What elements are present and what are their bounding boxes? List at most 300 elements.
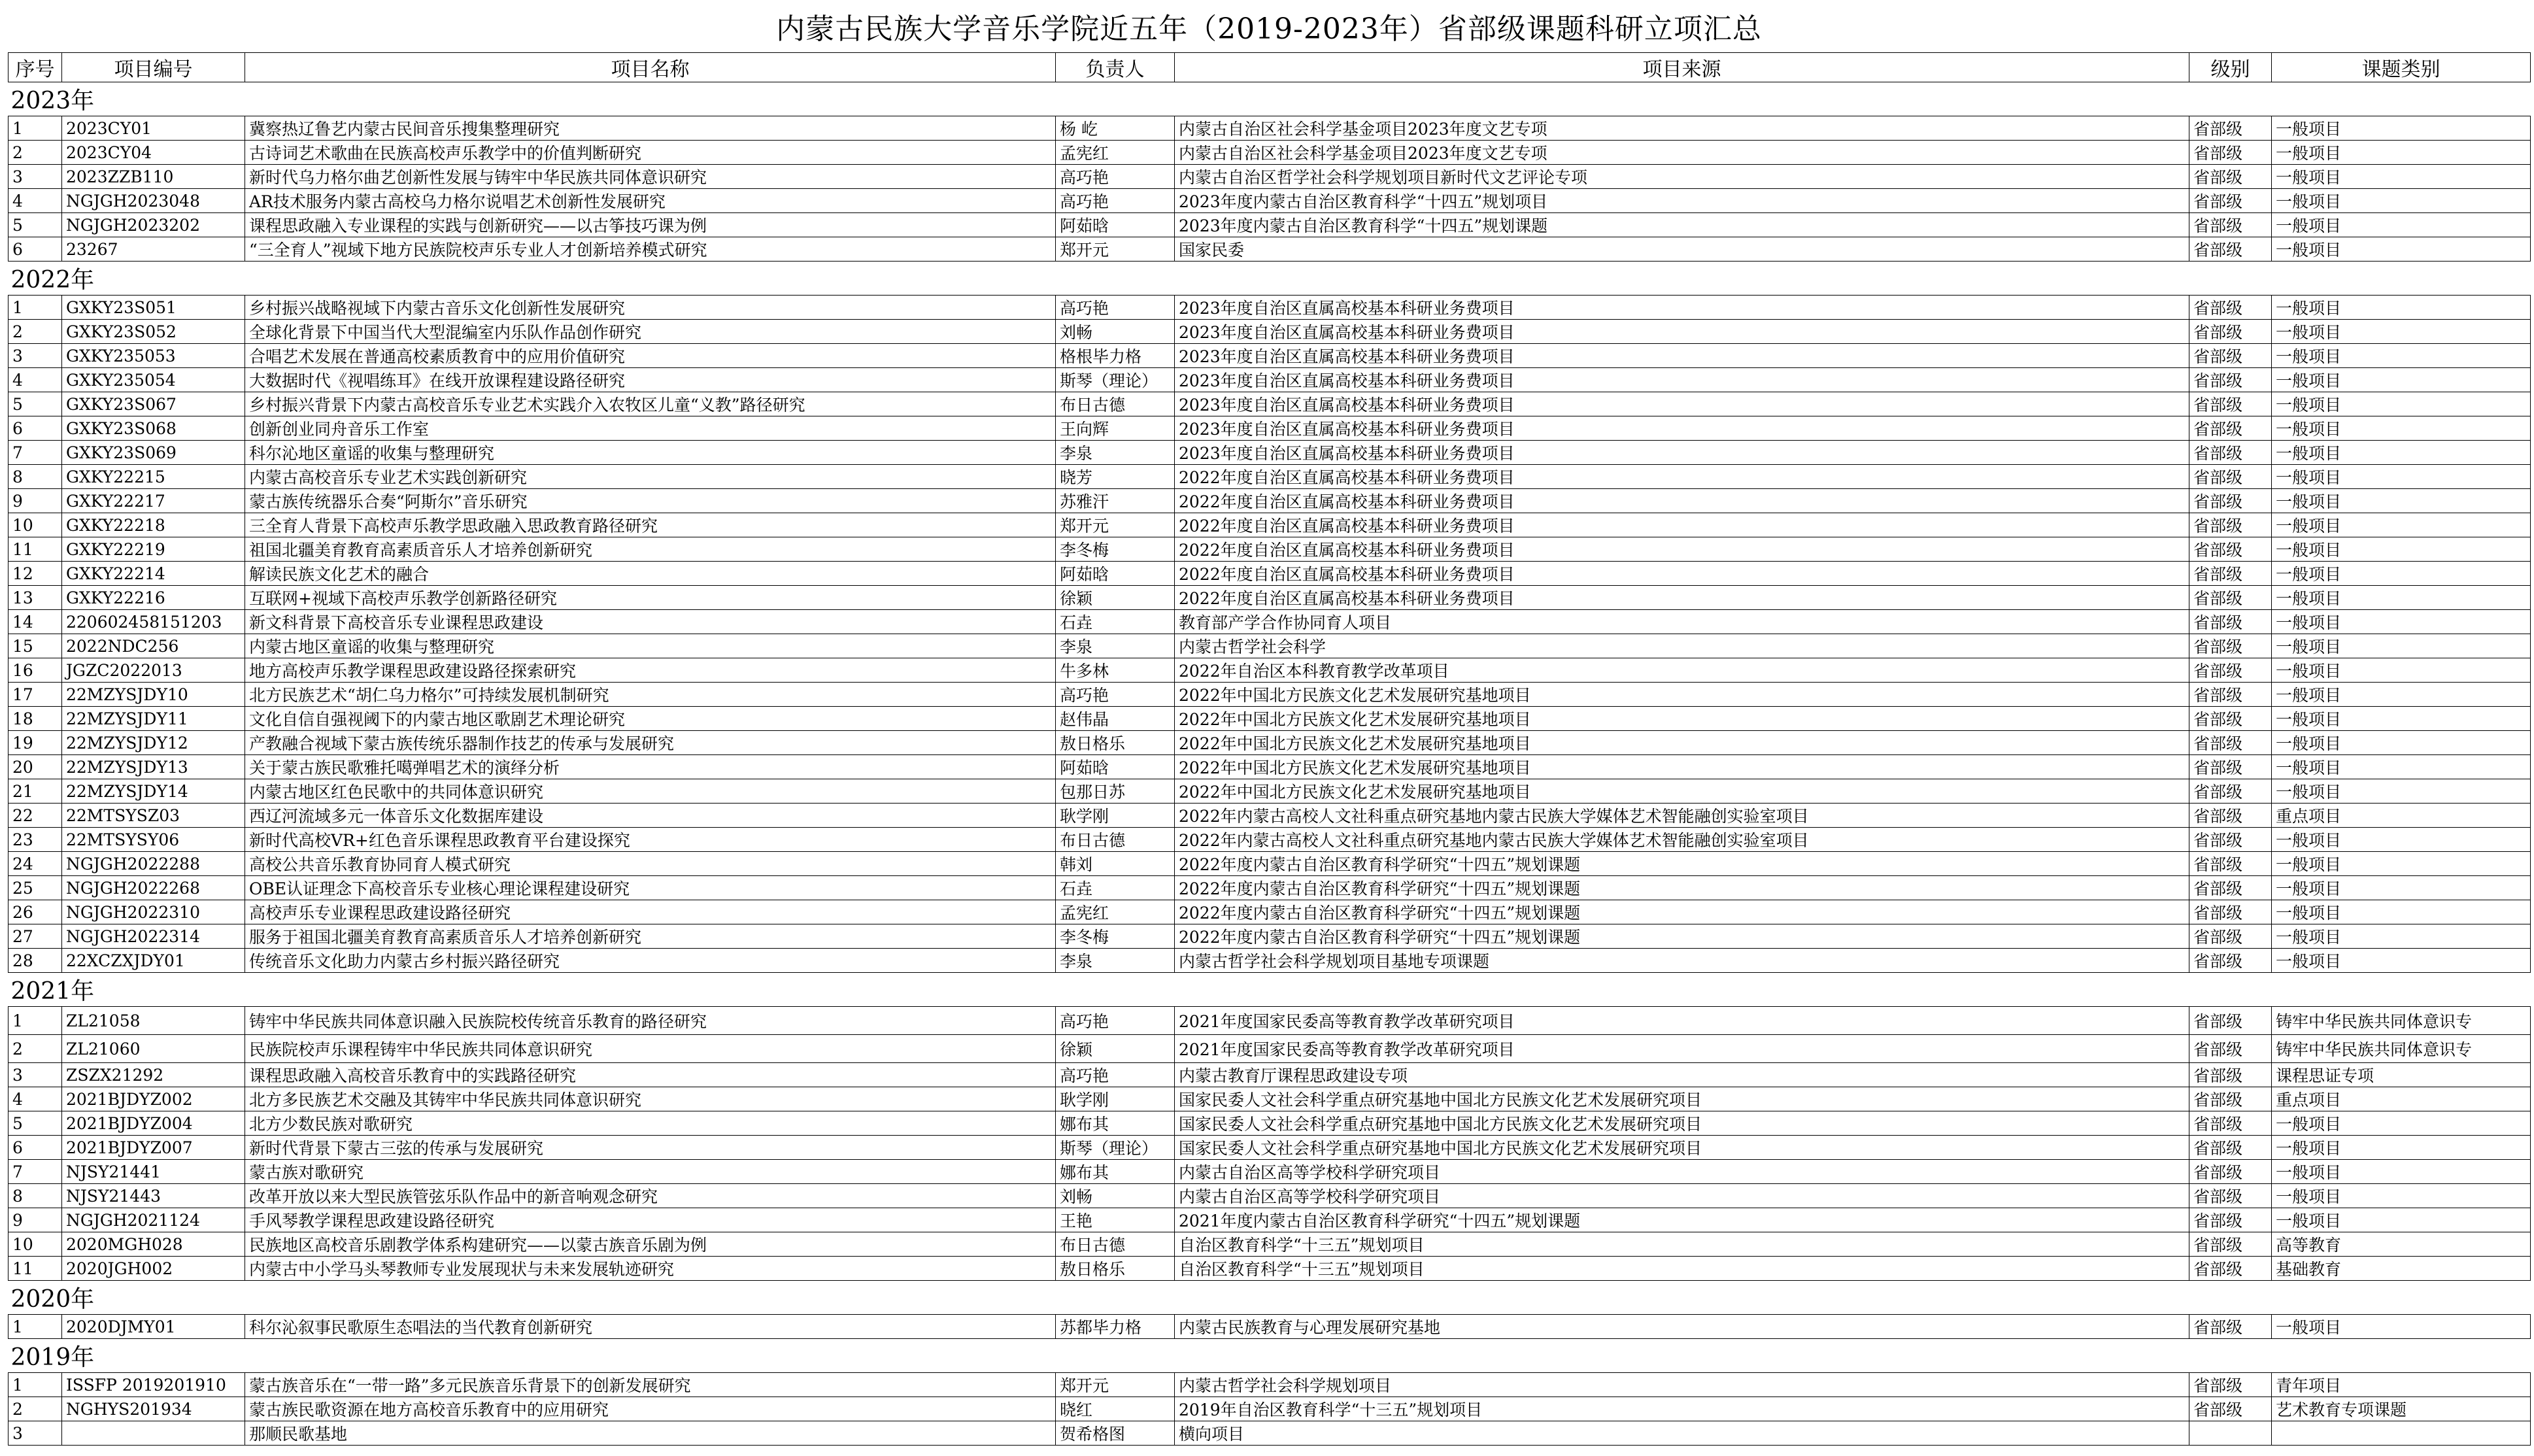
cell-level[interactable]: 省部级: [2189, 1136, 2272, 1160]
cell-project-code[interactable]: 22MZYSJDY14: [62, 779, 245, 804]
cell-project-code[interactable]: 2023ZZB110: [62, 165, 245, 189]
cell-project-name[interactable]: “三全育人”视域下地方民族院校声乐专业人才创新培养模式研究: [245, 237, 1056, 262]
cell-leader[interactable]: 牛多林: [1056, 658, 1175, 683]
cell-project-name[interactable]: 合唱艺术发展在普通高校素质教育中的应用价值研究: [245, 344, 1056, 368]
cell-project-code[interactable]: NJSY21441: [62, 1160, 245, 1184]
cell-category[interactable]: 一般项目: [2272, 924, 2531, 949]
cell-leader[interactable]: 王艳: [1056, 1208, 1175, 1232]
cell-level[interactable]: 省部级: [2189, 610, 2272, 634]
cell-level[interactable]: 省部级: [2189, 441, 2272, 465]
cell-category[interactable]: 铸牢中华民族共同体意识专: [2272, 1007, 2531, 1035]
cell-project-code[interactable]: [62, 1421, 245, 1446]
cell-category[interactable]: [2272, 1421, 2531, 1446]
cell-project-code[interactable]: 2021BJDYZ002: [62, 1087, 245, 1111]
cell-project-name[interactable]: 内蒙古中小学马头琴教师专业发展现状与未来发展轨迹研究: [245, 1257, 1056, 1281]
cell-index[interactable]: 25: [8, 876, 62, 900]
cell-level[interactable]: 省部级: [2189, 828, 2272, 852]
cell-category[interactable]: 重点项目: [2272, 804, 2531, 828]
cell-leader[interactable]: 苏雅汗: [1056, 489, 1175, 513]
cell-category[interactable]: 一般项目: [2272, 900, 2531, 924]
cell-leader[interactable]: 苏都毕力格: [1056, 1315, 1175, 1339]
cell-project-code[interactable]: NGHYS201934: [62, 1397, 245, 1421]
cell-source[interactable]: 自治区教育科学“十三五”规划项目: [1175, 1232, 2189, 1257]
cell-level[interactable]: 省部级: [2189, 731, 2272, 755]
cell-source[interactable]: 2021年度国家民委高等教育教学改革研究项目: [1175, 1007, 2189, 1035]
cell-level[interactable]: 省部级: [2189, 1315, 2272, 1339]
cell-category[interactable]: 重点项目: [2272, 1087, 2531, 1111]
cell-project-name[interactable]: 祖国北疆美育教育高素质音乐人才培养创新研究: [245, 537, 1056, 562]
cell-project-code[interactable]: 2021BJDYZ007: [62, 1136, 245, 1160]
cell-index[interactable]: 22: [8, 804, 62, 828]
cell-source[interactable]: 国家民委: [1175, 237, 2189, 262]
cell-level[interactable]: 省部级: [2189, 755, 2272, 779]
cell-category[interactable]: 一般项目: [2272, 755, 2531, 779]
cell-project-name[interactable]: 内蒙古高校音乐专业艺术实践创新研究: [245, 465, 1056, 489]
cell-level[interactable]: 省部级: [2189, 1160, 2272, 1184]
cell-category[interactable]: 基础教育: [2272, 1257, 2531, 1281]
cell-project-code[interactable]: 22MZYSJDY10: [62, 683, 245, 707]
cell-source[interactable]: 2022年中国北方民族文化艺术发展研究基地项目: [1175, 731, 2189, 755]
cell-project-name[interactable]: 高校声乐专业课程思政建设路径研究: [245, 900, 1056, 924]
cell-leader[interactable]: 石垚: [1056, 876, 1175, 900]
cell-category[interactable]: 一般项目: [2272, 562, 2531, 586]
cell-project-code[interactable]: 2020MGH028: [62, 1232, 245, 1257]
cell-project-code[interactable]: NGJGH2021124: [62, 1208, 245, 1232]
cell-category[interactable]: 一般项目: [2272, 707, 2531, 731]
year-label[interactable]: 2019年: [8, 1339, 2531, 1373]
cell-level[interactable]: 省部级: [2189, 344, 2272, 368]
cell-leader[interactable]: 李泉: [1056, 441, 1175, 465]
cell-project-code[interactable]: NGJGH2022310: [62, 900, 245, 924]
cell-level[interactable]: 省部级: [2189, 562, 2272, 586]
cell-source[interactable]: 2022年中国北方民族文化艺术发展研究基地项目: [1175, 707, 2189, 731]
cell-leader[interactable]: 石垚: [1056, 610, 1175, 634]
cell-project-name[interactable]: 蒙古族民歌资源在地方高校音乐教育中的应用研究: [245, 1397, 1056, 1421]
cell-index[interactable]: 3: [8, 344, 62, 368]
cell-index[interactable]: 7: [8, 441, 62, 465]
cell-project-code[interactable]: NGJGH2023048: [62, 189, 245, 213]
cell-project-code[interactable]: GXKY23S067: [62, 392, 245, 416]
cell-index[interactable]: 6: [8, 416, 62, 441]
cell-category[interactable]: 一般项目: [2272, 344, 2531, 368]
cell-project-name[interactable]: 互联网+视域下高校声乐教学创新路径研究: [245, 586, 1056, 610]
cell-leader[interactable]: 敖日格乐: [1056, 1257, 1175, 1281]
cell-level[interactable]: 省部级: [2189, 924, 2272, 949]
cell-project-name[interactable]: 新时代背景下蒙古三弦的传承与发展研究: [245, 1136, 1056, 1160]
cell-leader[interactable]: 高巧艳: [1056, 165, 1175, 189]
cell-project-code[interactable]: ISSFP 2019201910: [62, 1373, 245, 1397]
cell-category[interactable]: 一般项目: [2272, 165, 2531, 189]
cell-source[interactable]: 教育部产学合作协同育人项目: [1175, 610, 2189, 634]
cell-level[interactable]: 省部级: [2189, 1063, 2272, 1087]
cell-leader[interactable]: 布日古德: [1056, 828, 1175, 852]
cell-index[interactable]: 15: [8, 634, 62, 658]
header-category[interactable]: 课题类别: [2272, 53, 2531, 82]
year-label[interactable]: 2020年: [8, 1281, 2531, 1315]
cell-index[interactable]: 4: [8, 189, 62, 213]
cell-index[interactable]: 11: [8, 1257, 62, 1281]
cell-index[interactable]: 3: [8, 1063, 62, 1087]
cell-source[interactable]: 2022年度自治区直属高校基本科研业务费项目: [1175, 537, 2189, 562]
cell-category[interactable]: 一般项目: [2272, 537, 2531, 562]
cell-leader[interactable]: 阿茹晗: [1056, 755, 1175, 779]
cell-project-code[interactable]: 2020DJMY01: [62, 1315, 245, 1339]
cell-leader[interactable]: 李冬梅: [1056, 924, 1175, 949]
cell-level[interactable]: 省部级: [2189, 658, 2272, 683]
cell-category[interactable]: 铸牢中华民族共同体意识专: [2272, 1035, 2531, 1063]
cell-source[interactable]: 横向项目: [1175, 1421, 2189, 1446]
cell-category[interactable]: 一般项目: [2272, 189, 2531, 213]
cell-source[interactable]: 2023年度自治区直属高校基本科研业务费项目: [1175, 392, 2189, 416]
cell-leader[interactable]: 斯琴（理论）: [1056, 368, 1175, 392]
cell-project-name[interactable]: 乡村振兴战略视域下内蒙古音乐文化创新性发展研究: [245, 296, 1056, 320]
cell-leader[interactable]: 郑开元: [1056, 237, 1175, 262]
cell-level[interactable]: 省部级: [2189, 1397, 2272, 1421]
cell-project-code[interactable]: GXKY22215: [62, 465, 245, 489]
cell-level[interactable]: 省部级: [2189, 852, 2272, 876]
cell-leader[interactable]: 高巧艳: [1056, 1007, 1175, 1035]
cell-level[interactable]: 省部级: [2189, 1035, 2272, 1063]
cell-source[interactable]: 2022年度自治区直属高校基本科研业务费项目: [1175, 489, 2189, 513]
cell-project-code[interactable]: GXKY23S069: [62, 441, 245, 465]
cell-category[interactable]: 一般项目: [2272, 1208, 2531, 1232]
cell-source[interactable]: 国家民委人文社会科学重点研究基地中国北方民族文化艺术发展研究项目: [1175, 1087, 2189, 1111]
cell-source[interactable]: 内蒙古哲学社会科学规划项目基地专项课题: [1175, 949, 2189, 973]
cell-source[interactable]: 2023年度自治区直属高校基本科研业务费项目: [1175, 344, 2189, 368]
cell-leader[interactable]: 李冬梅: [1056, 537, 1175, 562]
cell-category[interactable]: 课程思证专项: [2272, 1063, 2531, 1087]
cell-project-name[interactable]: 民族地区高校音乐剧教学体系构建研究——以蒙古族音乐剧为例: [245, 1232, 1056, 1257]
cell-source[interactable]: 2022年内蒙古高校人文社科重点研究基地内蒙古民族大学媒体艺术智能融创实验室项目: [1175, 828, 2189, 852]
cell-source[interactable]: 2019年自治区教育科学“十三五”规划项目: [1175, 1397, 2189, 1421]
cell-category[interactable]: 高等教育: [2272, 1232, 2531, 1257]
cell-source[interactable]: 2022年度自治区直属高校基本科研业务费项目: [1175, 562, 2189, 586]
cell-leader[interactable]: 娜布其: [1056, 1160, 1175, 1184]
cell-level[interactable]: 省部级: [2189, 465, 2272, 489]
cell-project-code[interactable]: GXKY22214: [62, 562, 245, 586]
cell-project-code[interactable]: 2023CY04: [62, 141, 245, 165]
cell-index[interactable]: 16: [8, 658, 62, 683]
cell-level[interactable]: 省部级: [2189, 1087, 2272, 1111]
cell-project-code[interactable]: 22XCZXJDY01: [62, 949, 245, 973]
cell-level[interactable]: 省部级: [2189, 189, 2272, 213]
header-project-code[interactable]: 项目编号: [62, 53, 245, 82]
cell-source[interactable]: 内蒙古哲学社会科学: [1175, 634, 2189, 658]
cell-source[interactable]: 国家民委人文社会科学重点研究基地中国北方民族文化艺术发展研究项目: [1175, 1111, 2189, 1136]
cell-index[interactable]: 1: [8, 1373, 62, 1397]
cell-project-name[interactable]: 全球化背景下中国当代大型混编室内乐队作品创作研究: [245, 320, 1056, 344]
year-label[interactable]: 2022年: [8, 262, 2531, 296]
cell-project-name[interactable]: 新时代乌力格尔曲艺创新性发展与铸牢中华民族共同体意识研究: [245, 165, 1056, 189]
cell-leader[interactable]: 刘畅: [1056, 1184, 1175, 1208]
cell-project-name[interactable]: 民族院校声乐课程铸牢中华民族共同体意识研究: [245, 1035, 1056, 1063]
cell-project-code[interactable]: NGJGH2023202: [62, 213, 245, 237]
cell-level[interactable]: 省部级: [2189, 1208, 2272, 1232]
year-label[interactable]: 2021年: [8, 973, 2531, 1007]
cell-project-code[interactable]: 22MTSYSZ03: [62, 804, 245, 828]
cell-category[interactable]: 一般项目: [2272, 658, 2531, 683]
cell-category[interactable]: 一般项目: [2272, 828, 2531, 852]
cell-index[interactable]: 14: [8, 610, 62, 634]
cell-project-name[interactable]: 关于蒙古族民歌雅托噶弹唱艺术的演绎分析: [245, 755, 1056, 779]
cell-index[interactable]: 8: [8, 1184, 62, 1208]
cell-leader[interactable]: 李泉: [1056, 634, 1175, 658]
cell-project-name[interactable]: 文化自信自强视阈下的内蒙古地区歌剧艺术理论研究: [245, 707, 1056, 731]
cell-project-code[interactable]: 2022NDC256: [62, 634, 245, 658]
cell-project-name[interactable]: 蒙古族对歌研究: [245, 1160, 1056, 1184]
cell-project-name[interactable]: 高校公共音乐教育协同育人模式研究: [245, 852, 1056, 876]
cell-project-code[interactable]: ZL21058: [62, 1007, 245, 1035]
cell-index[interactable]: 9: [8, 1208, 62, 1232]
cell-source[interactable]: 2021年度内蒙古自治区教育科学研究“十四五”规划课题: [1175, 1208, 2189, 1232]
cell-project-code[interactable]: NJSY21443: [62, 1184, 245, 1208]
cell-level[interactable]: 省部级: [2189, 368, 2272, 392]
cell-category[interactable]: 一般项目: [2272, 634, 2531, 658]
cell-project-name[interactable]: 创新创业同舟音乐工作室: [245, 416, 1056, 441]
cell-leader[interactable]: 高巧艳: [1056, 296, 1175, 320]
cell-level[interactable]: 省部级: [2189, 537, 2272, 562]
cell-level[interactable]: 省部级: [2189, 213, 2272, 237]
cell-index[interactable]: 19: [8, 731, 62, 755]
cell-category[interactable]: 一般项目: [2272, 465, 2531, 489]
cell-leader[interactable]: 郑开元: [1056, 1373, 1175, 1397]
cell-project-name[interactable]: 服务于祖国北疆美育教育高素质音乐人才培养创新研究: [245, 924, 1056, 949]
cell-leader[interactable]: 格根毕力格: [1056, 344, 1175, 368]
cell-index[interactable]: 2: [8, 1397, 62, 1421]
cell-source[interactable]: 内蒙古自治区高等学校科学研究项目: [1175, 1184, 2189, 1208]
cell-source[interactable]: 2022年度内蒙古自治区教育科学研究“十四五”规划课题: [1175, 900, 2189, 924]
cell-project-code[interactable]: 22MZYSJDY12: [62, 731, 245, 755]
cell-source[interactable]: 2023年度自治区直属高校基本科研业务费项目: [1175, 416, 2189, 441]
cell-category[interactable]: 一般项目: [2272, 368, 2531, 392]
cell-index[interactable]: 23: [8, 828, 62, 852]
cell-project-code[interactable]: 23267: [62, 237, 245, 262]
cell-category[interactable]: 一般项目: [2272, 586, 2531, 610]
cell-leader[interactable]: 孟宪红: [1056, 141, 1175, 165]
cell-project-code[interactable]: NGJGH2022288: [62, 852, 245, 876]
cell-level[interactable]: 省部级: [2189, 1111, 2272, 1136]
cell-source[interactable]: 2023年度自治区直属高校基本科研业务费项目: [1175, 441, 2189, 465]
cell-leader[interactable]: 王向辉: [1056, 416, 1175, 441]
header-source[interactable]: 项目来源: [1175, 53, 2189, 82]
cell-index[interactable]: 6: [8, 237, 62, 262]
cell-index[interactable]: 1: [8, 1007, 62, 1035]
cell-source[interactable]: 内蒙古民族教育与心理发展研究基地: [1175, 1315, 2189, 1339]
cell-source[interactable]: 2022年中国北方民族文化艺术发展研究基地项目: [1175, 755, 2189, 779]
cell-leader[interactable]: 郑开元: [1056, 513, 1175, 537]
cell-category[interactable]: 一般项目: [2272, 213, 2531, 237]
cell-project-name[interactable]: 新文科背景下高校音乐专业课程思政建设: [245, 610, 1056, 634]
cell-source[interactable]: 2022年度自治区直属高校基本科研业务费项目: [1175, 513, 2189, 537]
cell-project-code[interactable]: GXKY23S052: [62, 320, 245, 344]
cell-project-name[interactable]: 冀察热辽鲁艺内蒙古民间音乐搜集整理研究: [245, 116, 1056, 141]
cell-leader[interactable]: 贺希格图: [1056, 1421, 1175, 1446]
cell-index[interactable]: 5: [8, 213, 62, 237]
cell-project-name[interactable]: 铸牢中华民族共同体意识融入民族院校传统音乐教育的路径研究: [245, 1007, 1056, 1035]
cell-project-name[interactable]: 大数据时代《视唱练耳》在线开放课程建设路径研究: [245, 368, 1056, 392]
header-index[interactable]: 序号: [8, 53, 62, 82]
cell-source[interactable]: 2023年度内蒙古自治区教育科学“十四五”规划项目: [1175, 189, 2189, 213]
cell-project-code[interactable]: 2023CY01: [62, 116, 245, 141]
cell-category[interactable]: 一般项目: [2272, 296, 2531, 320]
cell-project-name[interactable]: 蒙古族音乐在“一带一路”多元民族音乐背景下的创新发展研究: [245, 1373, 1056, 1397]
cell-project-name[interactable]: 内蒙古地区红色民歌中的共同体意识研究: [245, 779, 1056, 804]
year-label[interactable]: 2023年: [8, 82, 2531, 116]
cell-project-name[interactable]: 产教融合视域下蒙古族传统乐器制作技艺的传承与发展研究: [245, 731, 1056, 755]
cell-level[interactable]: 省部级: [2189, 141, 2272, 165]
header-level[interactable]: 级别: [2189, 53, 2272, 82]
cell-index[interactable]: 8: [8, 465, 62, 489]
cell-project-name[interactable]: 地方高校声乐教学课程思政建设路径探索研究: [245, 658, 1056, 683]
cell-source[interactable]: 2023年度自治区直属高校基本科研业务费项目: [1175, 296, 2189, 320]
cell-project-name[interactable]: AR技术服务内蒙古高校乌力格尔说唱艺术创新性发展研究: [245, 189, 1056, 213]
cell-project-code[interactable]: JGZC2022013: [62, 658, 245, 683]
cell-leader[interactable]: 高巧艳: [1056, 683, 1175, 707]
cell-project-code[interactable]: 22MTSYSY06: [62, 828, 245, 852]
cell-level[interactable]: 省部级: [2189, 392, 2272, 416]
cell-leader[interactable]: 包那日苏: [1056, 779, 1175, 804]
cell-category[interactable]: 一般项目: [2272, 141, 2531, 165]
cell-source[interactable]: 2023年度自治区直属高校基本科研业务费项目: [1175, 368, 2189, 392]
cell-source[interactable]: 2021年度国家民委高等教育教学改革研究项目: [1175, 1035, 2189, 1063]
cell-index[interactable]: 24: [8, 852, 62, 876]
cell-project-code[interactable]: NGJGH2022314: [62, 924, 245, 949]
cell-project-code[interactable]: GXKY22219: [62, 537, 245, 562]
cell-project-code[interactable]: GXKY235054: [62, 368, 245, 392]
cell-source[interactable]: 国家民委人文社会科学重点研究基地中国北方民族文化艺术发展研究项目: [1175, 1136, 2189, 1160]
cell-index[interactable]: 9: [8, 489, 62, 513]
cell-index[interactable]: 21: [8, 779, 62, 804]
cell-index[interactable]: 10: [8, 1232, 62, 1257]
cell-category[interactable]: 一般项目: [2272, 852, 2531, 876]
cell-source[interactable]: 内蒙古教育厅课程思政建设专项: [1175, 1063, 2189, 1087]
cell-index[interactable]: 2: [8, 141, 62, 165]
cell-level[interactable]: 省部级: [2189, 237, 2272, 262]
cell-source[interactable]: 内蒙古自治区高等学校科学研究项目: [1175, 1160, 2189, 1184]
cell-level[interactable]: 省部级: [2189, 949, 2272, 973]
cell-index[interactable]: 3: [8, 165, 62, 189]
cell-project-name[interactable]: 三全育人背景下高校声乐教学思政融入思政教育路径研究: [245, 513, 1056, 537]
cell-level[interactable]: 省部级: [2189, 634, 2272, 658]
cell-level[interactable]: 省部级: [2189, 804, 2272, 828]
cell-leader[interactable]: 孟宪红: [1056, 900, 1175, 924]
cell-leader[interactable]: 高巧艳: [1056, 189, 1175, 213]
cell-category[interactable]: 一般项目: [2272, 610, 2531, 634]
cell-category[interactable]: 一般项目: [2272, 683, 2531, 707]
cell-category[interactable]: 一般项目: [2272, 1184, 2531, 1208]
cell-project-code[interactable]: 2020JGH002: [62, 1257, 245, 1281]
cell-project-name[interactable]: 传统音乐文化助力内蒙古乡村振兴路径研究: [245, 949, 1056, 973]
cell-index[interactable]: 7: [8, 1160, 62, 1184]
cell-source[interactable]: 内蒙古自治区社会科学基金项目2023年度文艺专项: [1175, 116, 2189, 141]
cell-category[interactable]: 一般项目: [2272, 513, 2531, 537]
cell-index[interactable]: 20: [8, 755, 62, 779]
cell-project-code[interactable]: GXKY22218: [62, 513, 245, 537]
cell-category[interactable]: 一般项目: [2272, 416, 2531, 441]
cell-category[interactable]: 青年项目: [2272, 1373, 2531, 1397]
cell-level[interactable]: 省部级: [2189, 779, 2272, 804]
cell-level[interactable]: 省部级: [2189, 489, 2272, 513]
cell-project-code[interactable]: GXKY22217: [62, 489, 245, 513]
cell-index[interactable]: 28: [8, 949, 62, 973]
cell-level[interactable]: 省部级: [2189, 1232, 2272, 1257]
cell-index[interactable]: 1: [8, 296, 62, 320]
cell-level[interactable]: 省部级: [2189, 1007, 2272, 1035]
cell-project-name[interactable]: OBE认证理念下高校音乐专业核心理论课程建设研究: [245, 876, 1056, 900]
cell-leader[interactable]: 布日古德: [1056, 392, 1175, 416]
cell-source[interactable]: 2023年度自治区直属高校基本科研业务费项目: [1175, 320, 2189, 344]
cell-index[interactable]: 6: [8, 1136, 62, 1160]
cell-index[interactable]: 5: [8, 1111, 62, 1136]
cell-level[interactable]: 省部级: [2189, 900, 2272, 924]
cell-index[interactable]: 4: [8, 368, 62, 392]
cell-project-code[interactable]: GXKY23S068: [62, 416, 245, 441]
cell-category[interactable]: 艺术教育专项课题: [2272, 1397, 2531, 1421]
cell-leader[interactable]: 布日古德: [1056, 1232, 1175, 1257]
cell-source[interactable]: 2022年中国北方民族文化艺术发展研究基地项目: [1175, 779, 2189, 804]
cell-level[interactable]: 省部级: [2189, 683, 2272, 707]
cell-leader[interactable]: 晓芳: [1056, 465, 1175, 489]
cell-level[interactable]: 省部级: [2189, 296, 2272, 320]
cell-index[interactable]: 18: [8, 707, 62, 731]
cell-project-name[interactable]: 乡村振兴背景下内蒙古高校音乐专业艺术实践介入农牧区儿童“义教”路径研究: [245, 392, 1056, 416]
cell-index[interactable]: 12: [8, 562, 62, 586]
cell-project-name[interactable]: 科尔沁叙事民歌原生态唱法的当代教育创新研究: [245, 1315, 1056, 1339]
cell-index[interactable]: 11: [8, 537, 62, 562]
cell-level[interactable]: 省部级: [2189, 707, 2272, 731]
cell-source[interactable]: 2022年度自治区直属高校基本科研业务费项目: [1175, 465, 2189, 489]
cell-index[interactable]: 1: [8, 1315, 62, 1339]
cell-index[interactable]: 4: [8, 1087, 62, 1111]
cell-project-name[interactable]: 改革开放以来大型民族管弦乐队作品中的新音响观念研究: [245, 1184, 1056, 1208]
cell-category[interactable]: 一般项目: [2272, 489, 2531, 513]
cell-index[interactable]: 10: [8, 513, 62, 537]
cell-leader[interactable]: 敖日格乐: [1056, 731, 1175, 755]
cell-source[interactable]: 2022年中国北方民族文化艺术发展研究基地项目: [1175, 683, 2189, 707]
cell-level[interactable]: 省部级: [2189, 1184, 2272, 1208]
cell-level[interactable]: 省部级: [2189, 1373, 2272, 1397]
cell-project-name[interactable]: 手风琴教学课程思政建设路径研究: [245, 1208, 1056, 1232]
cell-category[interactable]: 一般项目: [2272, 1111, 2531, 1136]
cell-index[interactable]: 2: [8, 1035, 62, 1063]
cell-category[interactable]: 一般项目: [2272, 1160, 2531, 1184]
cell-level[interactable]: [2189, 1421, 2272, 1446]
cell-project-name[interactable]: 北方多民族艺术交融及其铸牢中华民族共同体意识研究: [245, 1087, 1056, 1111]
cell-category[interactable]: 一般项目: [2272, 731, 2531, 755]
cell-index[interactable]: 2: [8, 320, 62, 344]
cell-index[interactable]: 17: [8, 683, 62, 707]
cell-project-code[interactable]: 2021BJDYZ004: [62, 1111, 245, 1136]
cell-leader[interactable]: 晓红: [1056, 1397, 1175, 1421]
cell-source[interactable]: 内蒙古自治区社会科学基金项目2023年度文艺专项: [1175, 141, 2189, 165]
cell-project-code[interactable]: 22MZYSJDY11: [62, 707, 245, 731]
cell-source[interactable]: 2022年内蒙古高校人文社科重点研究基地内蒙古民族大学媒体艺术智能融创实验室项目: [1175, 804, 2189, 828]
cell-level[interactable]: 省部级: [2189, 876, 2272, 900]
cell-project-name[interactable]: 西辽河流域多元一体音乐文化数据库建设: [245, 804, 1056, 828]
cell-leader[interactable]: 斯琴（理论）: [1056, 1136, 1175, 1160]
cell-index[interactable]: 26: [8, 900, 62, 924]
cell-category[interactable]: 一般项目: [2272, 779, 2531, 804]
cell-project-name[interactable]: 新时代高校VR+红色音乐课程思政教育平台建设探究: [245, 828, 1056, 852]
cell-level[interactable]: 省部级: [2189, 320, 2272, 344]
cell-category[interactable]: 一般项目: [2272, 1136, 2531, 1160]
cell-index[interactable]: 27: [8, 924, 62, 949]
header-project-name[interactable]: 项目名称: [245, 53, 1056, 82]
cell-category[interactable]: 一般项目: [2272, 116, 2531, 141]
cell-project-name[interactable]: 蒙古族传统器乐合奏“阿斯尔”音乐研究: [245, 489, 1056, 513]
cell-source[interactable]: 内蒙古自治区哲学社会科学规划项目新时代文艺评论专项: [1175, 165, 2189, 189]
cell-project-name[interactable]: 古诗词艺术歌曲在民族高校声乐教学中的价值判断研究: [245, 141, 1056, 165]
